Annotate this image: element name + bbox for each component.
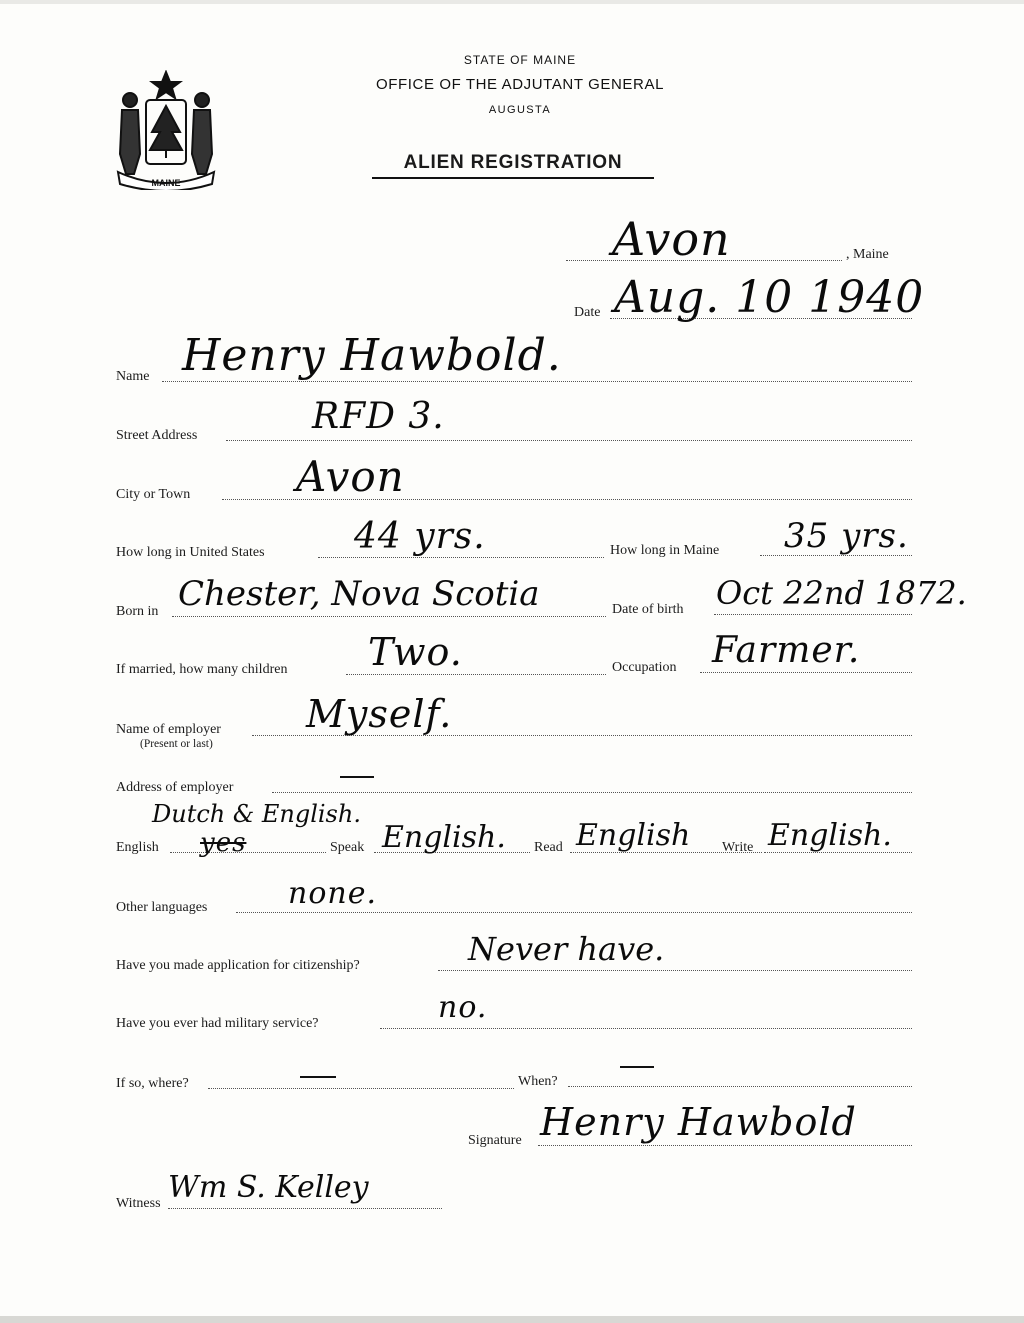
where-line bbox=[208, 1088, 514, 1089]
how-long-us-line bbox=[318, 557, 604, 558]
occupation-label: Occupation bbox=[612, 660, 677, 675]
witness-line bbox=[168, 1208, 442, 1209]
scan-edge-top bbox=[0, 0, 1024, 4]
citizenship-line bbox=[438, 970, 912, 971]
english-line bbox=[170, 852, 326, 853]
english-label: English bbox=[116, 840, 159, 855]
english-note-entry: Dutch & English. bbox=[152, 800, 361, 828]
maine-suffix: , Maine bbox=[846, 247, 889, 262]
citizenship-entry: Never have. bbox=[468, 930, 665, 968]
date-of-birth-line bbox=[714, 614, 912, 615]
street-address-label: Street Address bbox=[116, 428, 198, 443]
signature-line bbox=[538, 1145, 912, 1146]
witness-label: Witness bbox=[116, 1196, 161, 1211]
signature-entry: Henry Hawbold bbox=[540, 1100, 857, 1144]
born-in-line bbox=[172, 616, 606, 617]
when-dash bbox=[620, 1066, 654, 1068]
town-entry: Avon bbox=[612, 212, 731, 266]
children-label: If married, how many children bbox=[116, 662, 288, 677]
born-in-entry: Chester, Nova Scotia bbox=[178, 574, 540, 614]
seal-label: MAINE bbox=[151, 178, 181, 188]
name-label: Name bbox=[116, 369, 150, 384]
when-label: When? bbox=[518, 1074, 558, 1089]
scan-edge-bottom bbox=[0, 1316, 1024, 1323]
street-address-line bbox=[226, 440, 912, 441]
how-long-maine-label: How long in Maine bbox=[610, 543, 720, 558]
born-in-label: Born in bbox=[116, 604, 159, 619]
employer-note: (Present or last) bbox=[140, 738, 213, 750]
city-or-town-entry: Avon bbox=[296, 452, 405, 501]
city-or-town-label: City or Town bbox=[116, 487, 191, 502]
name-line bbox=[162, 381, 912, 382]
speak-label: Speak bbox=[330, 840, 365, 855]
other-languages-line bbox=[236, 912, 912, 913]
employer-name-label: Name of employer bbox=[116, 722, 221, 737]
name-entry: Henry Hawbold. bbox=[182, 330, 562, 381]
english-crossed-entry: yes bbox=[200, 828, 247, 858]
where-label: If so, where? bbox=[116, 1076, 189, 1091]
employer-address-dash bbox=[340, 776, 374, 778]
form-title: ALIEN REGISTRATION bbox=[372, 152, 654, 179]
when-line bbox=[568, 1086, 912, 1087]
children-line bbox=[346, 674, 606, 675]
where-dash bbox=[300, 1076, 336, 1078]
write-label: Write bbox=[722, 840, 754, 855]
read-label: Read bbox=[534, 840, 563, 855]
date-of-birth-entry: Oct 22nd 1872. bbox=[716, 574, 967, 612]
other-languages-label: Other languages bbox=[116, 900, 208, 915]
date-label: Date bbox=[574, 305, 601, 320]
children-entry: Two. bbox=[368, 630, 463, 674]
military-label: Have you ever had military service? bbox=[116, 1016, 319, 1031]
date-of-birth-label: Date of birth bbox=[612, 602, 684, 617]
header-state: STATE OF MAINE bbox=[463, 53, 577, 67]
military-entry: no. bbox=[438, 990, 488, 1025]
other-languages-entry: none. bbox=[288, 876, 377, 911]
write-entry: English. bbox=[768, 818, 892, 853]
occupation-entry: Farmer. bbox=[712, 630, 861, 671]
employer-address-line bbox=[272, 792, 912, 793]
employer-address-label: Address of employer bbox=[116, 780, 234, 795]
witness-entry: Wm S. Kelley bbox=[168, 1170, 369, 1205]
how-long-maine-entry: 35 yrs. bbox=[784, 516, 909, 556]
citizenship-label: Have you made application for citizenship? bbox=[116, 958, 360, 973]
date-entry: Aug. 10 1940 bbox=[614, 272, 925, 323]
speak-entry: English. bbox=[382, 820, 506, 855]
how-long-us-label: How long in United States bbox=[116, 545, 265, 560]
read-entry: English bbox=[576, 818, 691, 853]
header-office: OFFICE OF THE ADJUTANT GENERAL bbox=[375, 76, 665, 93]
occupation-line bbox=[700, 672, 912, 673]
header-city: AUGUSTA bbox=[488, 104, 552, 116]
maine-state-seal bbox=[112, 70, 220, 190]
street-address-entry: RFD 3. bbox=[312, 396, 445, 437]
employer-name-entry: Myself. bbox=[306, 692, 453, 736]
military-line bbox=[380, 1028, 912, 1029]
signature-label: Signature bbox=[468, 1133, 522, 1148]
how-long-us-entry: 44 yrs. bbox=[354, 516, 486, 557]
